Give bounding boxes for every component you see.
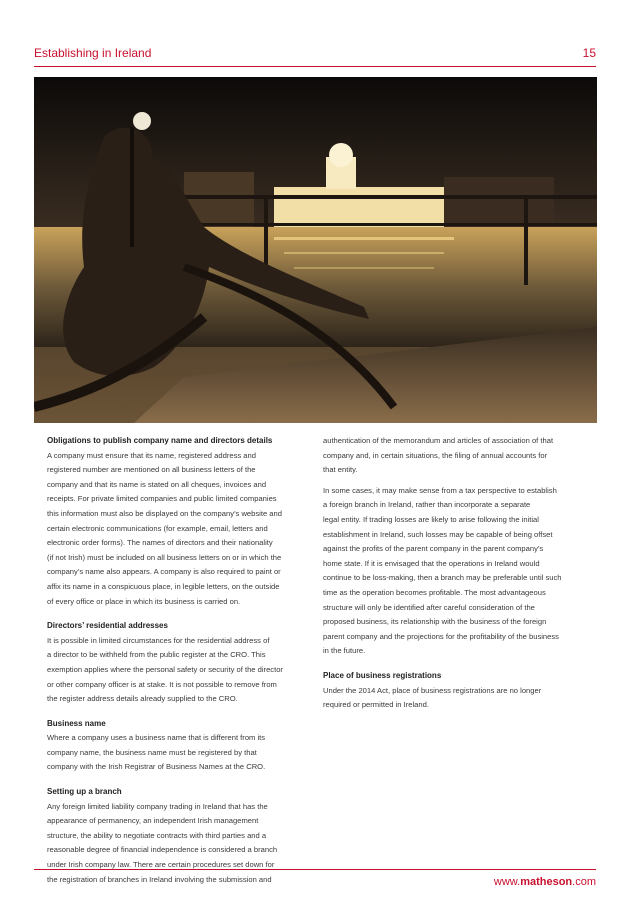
document-title: Establishing in Ireland <box>34 46 152 60</box>
right-column <box>323 434 599 713</box>
paragraph-obligations: A company must ensure that its name, registered address and registered number are mentioned on all business letters of the company and that its name is stated on all cheques, invoices and receipts. For private limited companies and public limited companies this information must also be displayed on the company’s website and certain electronic communications (for example, email, letters and electronic order forms). The names of directors and their nationality (if not Irish) must be included on all business letters on or in which the company’s name also appears. A company is also required to paint or affix its name in a conspicuous place, in legible letters, on the outside of every office or place in which its business is carried on. <box>47 450 282 606</box>
railing-shape <box>154 195 597 199</box>
paragraph-branch-continued: authentication of the memorandum and articles of association of that company and, in certain situations, the filing of annual accounts for that entity. <box>323 436 554 475</box>
footer-divider <box>34 869 596 870</box>
section-heading-business-name: Business name <box>47 718 106 728</box>
page-number: 15 <box>582 46 596 60</box>
paragraph-place-of-business: Under the 2014 Act, place of business registrations are no longer required or permitted in Ireland. <box>323 685 542 710</box>
paragraph-tax-perspective: In some cases, it may make sense from a tax perspective to establish a foreign branch in Ireland, rather than incorporate a separate legal entity. If trading losses are likely to arise following the initial establishment in Ireland, such losses may be capable of being offset against the profits of the parent company in the parent company’s home state. If it is envisaged that the operations in Ireland would continue to be loss-making, then a branch may be preferable until such time as the operation becomes profitable. The most advantageous structure will only be identified after careful consideration of the proposed business, its relationship with the business of the foreign parent company and the projections for the profitability of the business in the future. <box>323 485 562 656</box>
moon-shape <box>133 112 151 130</box>
paragraph-directors-addresses: It is possible in limited circumstances for the residential address of a director to be withheld from the public register at the CRO. This exemption applies where the personal safety or security of the director or other company officer is at stake. It is not possible to remove from the register address details already supplied to the CRO. <box>47 635 283 704</box>
section-heading-place-of-business: Place of business registrations <box>323 670 442 680</box>
section-heading-obligations: Obligations to publish company name and directors details <box>47 436 273 445</box>
building-shape <box>274 187 444 227</box>
section-heading-branch: Setting up a branch <box>47 787 122 797</box>
section-heading-directors-addresses: Directors’ residential addresses <box>47 621 168 631</box>
left-column <box>47 434 323 887</box>
page-header <box>34 44 596 67</box>
photo-illustration <box>34 77 597 423</box>
paragraph-business-name: Where a company uses a business name that is different from its company name, the business name must be registered by that company with the Irish Registrar of Business Names at the CRO. <box>47 733 266 772</box>
paragraph-branch: Any foreign limited liability company trading in Ireland that has the appearance of permanency, an independent Irish management structure, the ability to negotiate contracts with third parties and a reasonable degree of financial independence is considered a branch under Irish company law. There are certain procedures set down for the registration of branches in Ireland involving the submission and <box>47 801 278 884</box>
footer-website-link[interactable]: www.matheson.com <box>493 876 596 888</box>
statue-photo <box>34 77 597 423</box>
